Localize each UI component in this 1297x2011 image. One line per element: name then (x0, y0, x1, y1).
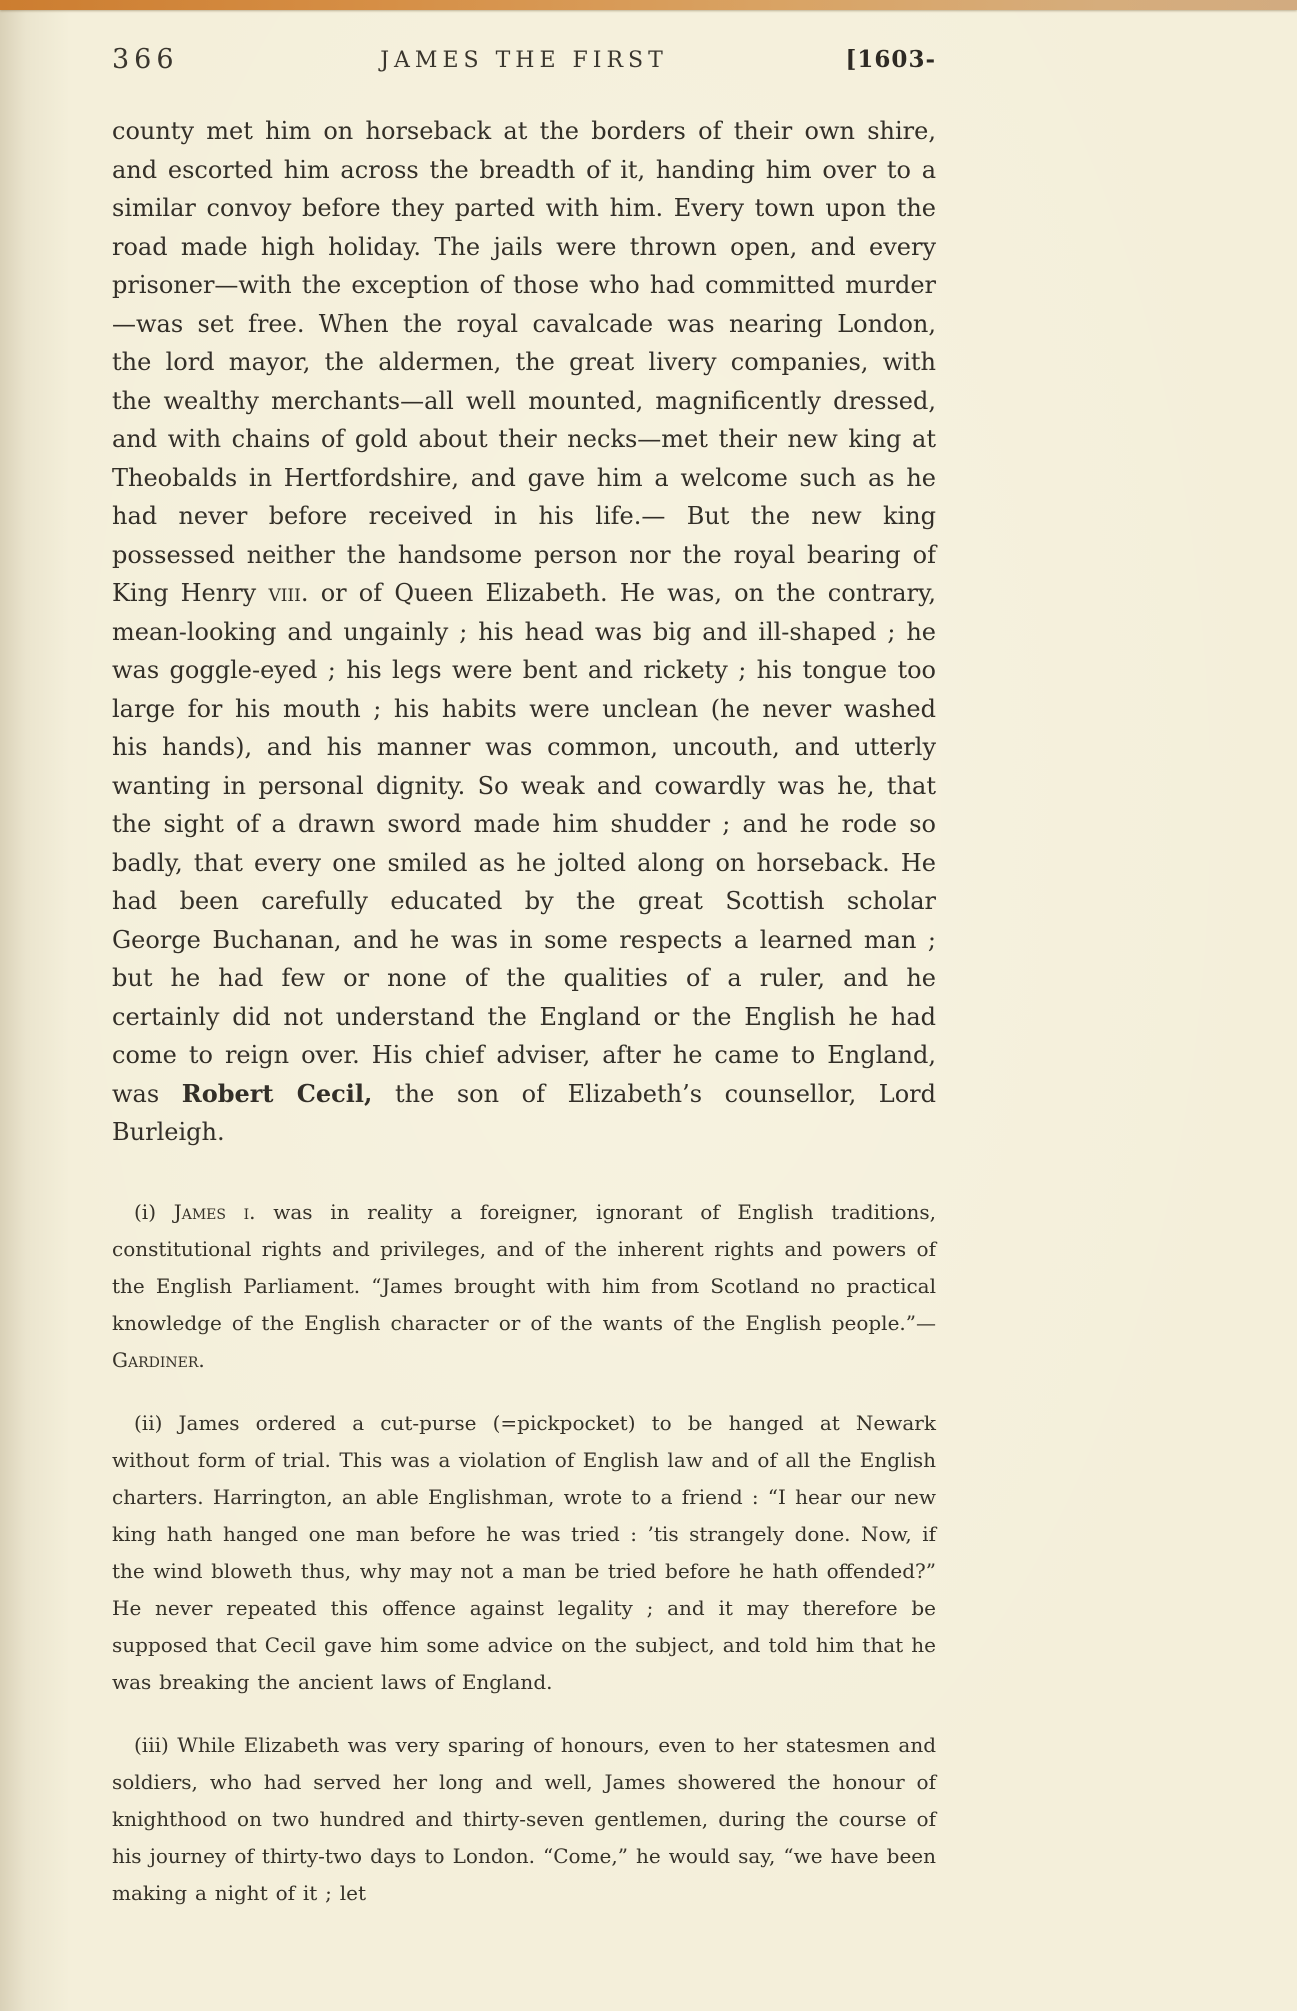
smallcaps-gardiner: Gardiner. (112, 1347, 205, 1372)
footnote-ii (112, 1405, 936, 1701)
footnote-i-marker: (i) (134, 1199, 174, 1224)
running-head-title: JAMES THE FIRST (380, 48, 668, 73)
page-number: 366 (112, 44, 179, 75)
body-text-segment-1: county met him on horseback at the borders of their own shire, and escorted him across the breadth of it, handing him over to a similar convoy before they parted with him. Every town upon the road made high holiday. The jails were thrown open, and every prisoner—with the exception of those who had committed murder—was set free. When the royal cavalcade was nearing London, the lord mayor, the aldermen, the great livery companies, with the wealthy merchants—all well mounted, magnificently dressed, and with chains of gold about their necks—met their new king at Theobalds in Hertfordshire, and gave him a welcome such as he had never before received in his life.— But the new king possessed neither the handsome person nor the royal bearing of King Henry (112, 117, 936, 607)
body-paragraph (112, 112, 936, 1152)
smallcaps-james-i: James i. (173, 1199, 256, 1224)
footnote-ii-text: (ii) James ordered a cut-purse (=pickpocket) to be hanged at Newark without form of trial. This was a violation of English law and of all the English charters. Harrington, an able Englishman, wrote to a friend : “I hear our new king hath hanged one man before he was tried : ’tis strangely done. Now, if the wind bloweth thus, why may not a man be tried before he hath offended?” He never repeated this offence against legality ; and it may therefore be supposed that Cecil gave him some advice on the subject, and told him that he was breaking the ancient laws of England. (112, 1410, 936, 1694)
body-text-segment-3: the son of Elizabeth’s counsellor, Lord Burleigh. (112, 1079, 937, 1146)
footnote-i-text: was in reality a foreigner, ignorant of English traditions, constitutional rights and privileges, and of the inherent rights and powers of the English Parliament. “James brought with him from Scotland no practical knowledge of the English character or of the wants of the English people.”— (112, 1199, 936, 1335)
page-header (112, 42, 936, 86)
body-text-segment-2: or of Queen Elizabeth. He was, on the contrary, mean-looking and ungainly ; his head was big and ill-shaped ; he was goggle-eyed ; his legs were bent and rickety ; his tongue too large for his mouth ; his habits were unclean (he never washed his hands), and his manner was common, uncouth, and utterly wanting in personal dignity. So weak and cowardly was he, that the sight of a drawn sword made him shudder ; and he rode so badly, that every one smiled as he jolted along on horseback. He had been carefully educated by the great Scottish scholar George Buchanan, and he was in some respects a learned man ; but he had few or none of the qualities of a ruler, and he certainly did not understand the England or the English he had come to reign over. His chief adviser, after he came to England, was (112, 579, 936, 1108)
smallcaps-henry-viii: viii. (268, 579, 309, 607)
page-content (112, 42, 936, 1938)
bold-robert-cecil: Robert Cecil, (181, 1078, 373, 1108)
footnote-i (112, 1194, 936, 1379)
footnote-iii-text: (iii) While Elizabeth was very sparing of honours, even to her statesmen and soldiers, who had served her long and well, James showered the honour of knighthood on two hundred and thirty-seven gentlemen, during the course of his journey of thirty-two days to London. “Come,” he would say, “we have been making a night of it ; let (112, 1732, 936, 1905)
year-marker: [1603- (845, 46, 936, 73)
page-edge-artifact (0, 0, 1297, 10)
footnote-iii (112, 1727, 936, 1912)
footnotes-section (112, 1194, 936, 1912)
